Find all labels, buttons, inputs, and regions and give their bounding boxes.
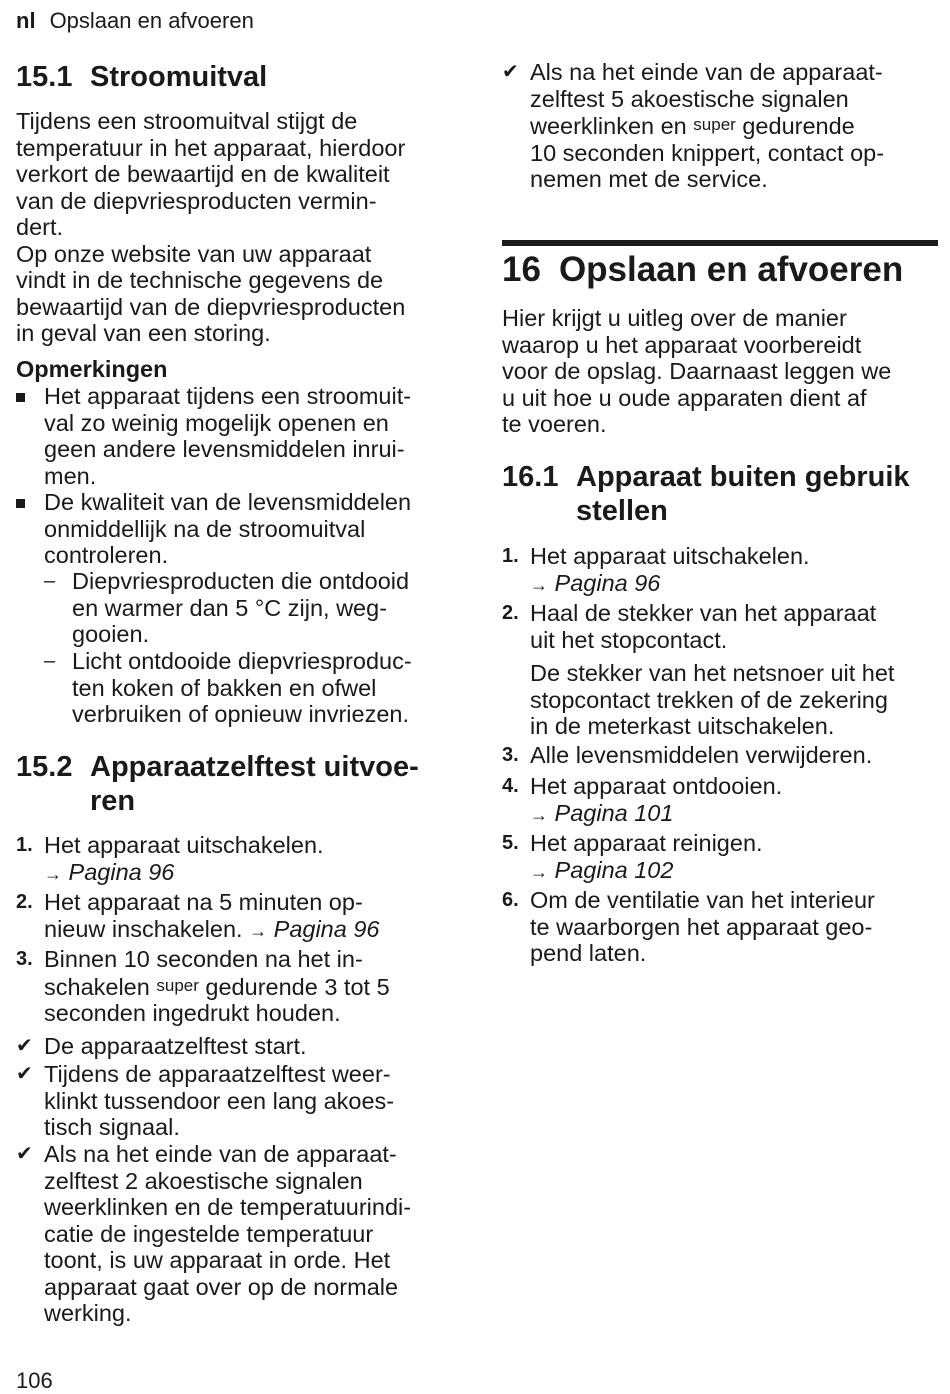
language-code: nl bbox=[16, 8, 36, 33]
decommission-step-1 bbox=[502, 543, 942, 598]
decommission-step-3 bbox=[502, 742, 942, 769]
note-dash-1 bbox=[44, 568, 456, 648]
checkmark-icon: ✔ bbox=[502, 61, 519, 83]
text-line: Als na het einde van de apparaat- bbox=[44, 1141, 397, 1167]
text-line: stopcontact trekken of de zekering bbox=[530, 686, 888, 713]
step-text: te waarborgen het apparaat geo- bbox=[530, 913, 873, 940]
square-bullet-icon bbox=[16, 383, 44, 410]
page-reference: Pagina 96 bbox=[273, 915, 380, 942]
checkmark-icon: ✔ bbox=[16, 1143, 33, 1165]
text-line: De apparaatzelftest start. bbox=[44, 1033, 307, 1059]
arrow-right-icon: → bbox=[530, 804, 548, 825]
note-bullet-1 bbox=[16, 383, 456, 489]
text-line: temperatuur in het apparaat, hierdoor bbox=[16, 134, 406, 161]
text-line: Diepvriesproducten die ontdooid bbox=[72, 568, 410, 594]
step-text: Het apparaat reinigen. bbox=[530, 830, 763, 856]
text-line: apparaat gaat over op de normale bbox=[44, 1273, 399, 1300]
text-line: onmiddellijk na de stroomuitval bbox=[44, 515, 366, 542]
text-line: verbruiken of opnieuw invriezen. bbox=[72, 701, 410, 727]
self-test-step-3 bbox=[16, 946, 456, 1027]
page-reference: Pagina 96 bbox=[554, 569, 661, 596]
text-line: u uit hoe u oude apparaten dient af bbox=[502, 384, 867, 411]
step-number: 1. bbox=[502, 545, 519, 567]
text-line: en warmer dan 5 °C zijn, weg- bbox=[72, 594, 388, 621]
text-line: geen andere levensmiddelen inrui- bbox=[44, 436, 405, 462]
section-title: Stroomuitval bbox=[90, 61, 268, 93]
result-check-4 bbox=[502, 59, 942, 193]
section-number: 15.2 bbox=[16, 751, 73, 783]
text-line: toont, is uw apparaat in orde. Het bbox=[44, 1247, 391, 1273]
section-15-2-heading bbox=[16, 750, 419, 818]
step-number: 3. bbox=[16, 948, 33, 970]
text-line: voor de opslag. Daarnaast leggen we bbox=[502, 358, 892, 384]
decommission-step-5 bbox=[502, 830, 942, 885]
checkmark-icon: ✔ bbox=[16, 1035, 33, 1057]
step-text: schakelen bbox=[44, 973, 150, 1000]
section-15-1-heading bbox=[16, 60, 267, 94]
section-title-continued: ren bbox=[90, 785, 136, 817]
page-reference: Pagina 101 bbox=[554, 799, 674, 826]
section-16-1-heading bbox=[502, 460, 910, 528]
step-number: 2. bbox=[502, 602, 519, 624]
text-line: in de meterkast uitschakelen. bbox=[530, 713, 835, 739]
text-line: werking. bbox=[44, 1300, 132, 1326]
dash-bullet-icon: – bbox=[44, 570, 56, 592]
text-line: nemen met de service. bbox=[530, 166, 768, 192]
step-text: Haal de stekker van het apparaat bbox=[530, 600, 877, 626]
page-number: 106 bbox=[16, 1368, 53, 1393]
checkmark-icon: ✔ bbox=[16, 1063, 33, 1085]
text-line: De stekker van het netsnoer uit het bbox=[530, 660, 895, 686]
note-bullet-2 bbox=[16, 489, 456, 569]
text-line: catie de ingestelde temperatuur bbox=[44, 1220, 374, 1247]
text-line: dert. bbox=[16, 214, 64, 240]
step-text: Het apparaat uitschakelen. bbox=[530, 543, 810, 569]
step-number: 2. bbox=[16, 891, 33, 913]
text-line: Licht ontdooide diepvriesproduc- bbox=[72, 648, 412, 674]
section-title: Apparaat buiten gebruik bbox=[576, 461, 910, 493]
text-line: gooien. bbox=[72, 621, 150, 647]
decommission-step-2 bbox=[502, 600, 942, 653]
decommission-step-6 bbox=[502, 887, 942, 967]
text-line: verkort de bewaartijd en de kwaliteit bbox=[16, 161, 390, 187]
arrow-right-icon: → bbox=[44, 863, 62, 884]
text-line: Als na het einde van de apparaat- bbox=[530, 59, 883, 85]
step-text: Het apparaat na 5 minuten op- bbox=[44, 889, 363, 915]
section-title: Apparaatzelftest uitvoe- bbox=[90, 751, 419, 783]
text-line: zelftest 2 akoestische signalen bbox=[44, 1167, 363, 1194]
chapter-number: 16 bbox=[502, 250, 541, 289]
step-text: Het apparaat ontdooien. bbox=[530, 773, 783, 799]
step-text: Binnen 10 seconden na het in- bbox=[44, 946, 363, 972]
step-number: 5. bbox=[502, 832, 519, 854]
step-number: 3. bbox=[502, 744, 519, 766]
page-reference-link[interactable] bbox=[530, 857, 942, 886]
step-text: Het apparaat uitschakelen. bbox=[44, 832, 324, 858]
text-line: in geval van een storing. bbox=[16, 320, 271, 346]
result-check-3 bbox=[16, 1141, 456, 1327]
text-line: Tijdens een stroomuitval stijgt de bbox=[16, 108, 358, 134]
arrow-right-icon: → bbox=[530, 861, 548, 882]
power-outage-paragraph-1 bbox=[16, 108, 456, 347]
text-line: zelftest 5 akoestische signalen bbox=[530, 85, 849, 112]
text-line: bewaartijd van de diepvriesproducten bbox=[16, 293, 406, 320]
notes-title: Opmerkingen bbox=[16, 356, 168, 382]
self-test-step-2 bbox=[16, 889, 456, 944]
step-text: pend laten. bbox=[530, 940, 647, 966]
text-line: tisch signaal. bbox=[44, 1114, 180, 1140]
arrow-right-icon: → bbox=[249, 920, 268, 941]
text-line: Hier krijgt u uitleg over de manier bbox=[502, 305, 847, 331]
running-header bbox=[16, 8, 254, 34]
chapter-intro-paragraph bbox=[502, 305, 942, 438]
text-line: De kwaliteit van de levensmiddelen bbox=[44, 489, 412, 515]
decommission-step-4 bbox=[502, 773, 942, 828]
text-line: val zo weinig mogelijk openen en bbox=[44, 409, 389, 436]
step-text: seconden ingedrukt houden. bbox=[44, 1000, 341, 1026]
page-reference-link[interactable] bbox=[530, 570, 942, 599]
text-line: klinkt tussendoor een lang akoes- bbox=[44, 1087, 395, 1114]
text-line: te voeren. bbox=[502, 411, 607, 437]
step-text: nieuw inschakelen. bbox=[44, 915, 243, 942]
chapter-divider bbox=[502, 240, 938, 246]
text-line: weerklinken en de temperatuurindi- bbox=[44, 1194, 412, 1220]
text-line: controleren. bbox=[44, 542, 169, 568]
step-text: uit het stopcontact. bbox=[530, 626, 728, 653]
page-reference-link[interactable] bbox=[44, 859, 456, 888]
text-line: gedurende bbox=[742, 113, 855, 139]
step-text: gedurende 3 tot 5 bbox=[205, 973, 390, 1000]
step-text: Alle levensmiddelen verwijderen. bbox=[530, 742, 873, 768]
arrow-right-icon: → bbox=[530, 574, 548, 595]
step-number: 4. bbox=[502, 775, 519, 797]
section-number: 15.1 bbox=[16, 61, 73, 93]
text-line: 10 seconden knippert, contact op- bbox=[530, 139, 885, 166]
text-line: waarop u het apparaat voorbereidt bbox=[502, 331, 862, 358]
text-line: men. bbox=[44, 462, 97, 489]
self-test-step-1 bbox=[16, 832, 456, 887]
super-key-label: super bbox=[693, 115, 736, 134]
step-number: 1. bbox=[16, 834, 33, 856]
dash-bullet-icon: – bbox=[44, 650, 56, 672]
super-key-label: super bbox=[156, 975, 199, 995]
text-line: Op onze website van uw apparaat bbox=[16, 240, 372, 267]
note-dash-2 bbox=[44, 648, 456, 728]
result-check-1 bbox=[16, 1033, 456, 1060]
page-reference-link[interactable] bbox=[530, 800, 942, 829]
page-reference: Pagina 102 bbox=[554, 856, 674, 883]
square-bullet-icon bbox=[16, 489, 44, 516]
section-number: 16.1 bbox=[502, 461, 559, 493]
text-line: Het apparaat tijdens een stroomuit- bbox=[44, 383, 412, 409]
step-text: Om de ventilatie van het interieur bbox=[530, 887, 875, 913]
text-line: vindt in de technische gegevens de bbox=[16, 267, 384, 293]
step-number: 6. bbox=[502, 889, 519, 911]
page-reference-link[interactable] bbox=[249, 916, 379, 942]
text-line: Tijdens de apparaatzelftest weer- bbox=[44, 1061, 391, 1087]
text-line: van de diepvriesproducten vermin- bbox=[16, 187, 377, 214]
page-reference: Pagina 96 bbox=[68, 858, 175, 885]
text-line: ten koken of bakken en ofwel bbox=[72, 674, 377, 701]
text-line: weerklinken en bbox=[530, 113, 687, 139]
running-header-title: Opslaan en afvoeren bbox=[49, 8, 254, 33]
chapter-16-heading bbox=[502, 250, 903, 290]
section-title-continued: stellen bbox=[576, 495, 668, 527]
chapter-title: Opslaan en afvoeren bbox=[558, 250, 904, 289]
decommission-step-2-note bbox=[530, 660, 942, 740]
result-check-2 bbox=[16, 1061, 456, 1141]
